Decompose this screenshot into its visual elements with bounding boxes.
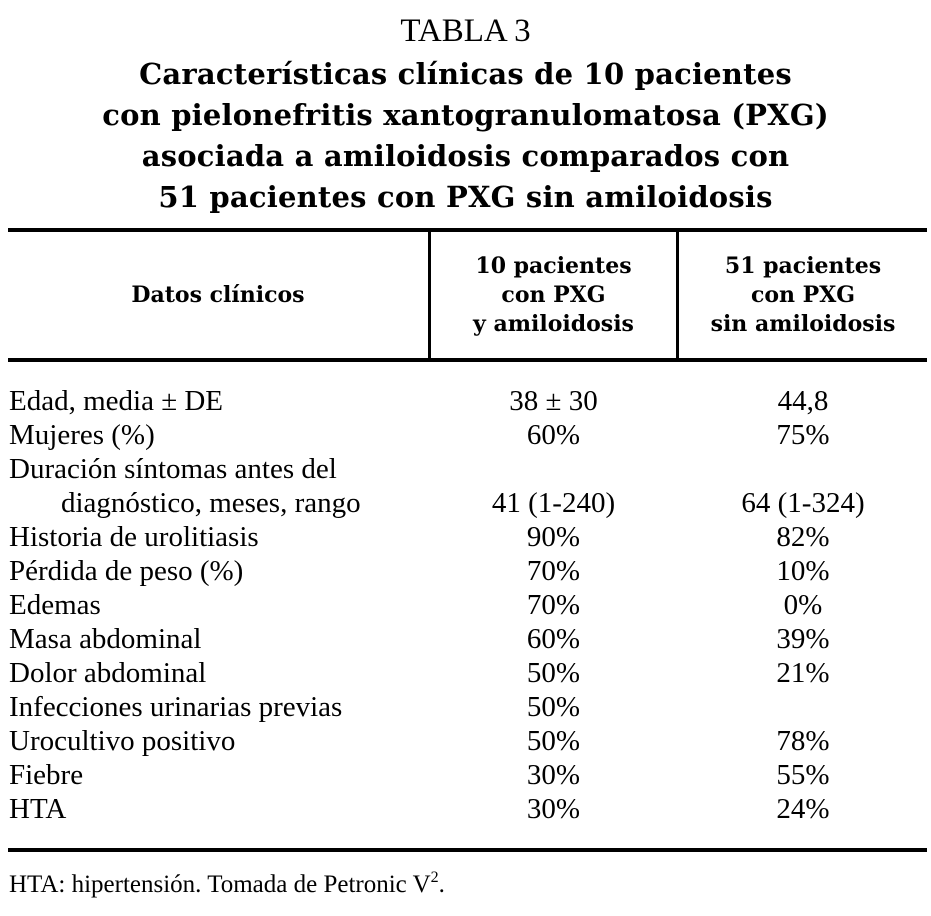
value-10-pacientes: 50% — [526, 691, 581, 723]
row-label: Fiebre — [9, 759, 84, 791]
header-rule — [8, 358, 927, 362]
header-text: 10 pacientes — [475, 252, 632, 279]
bottom-rule — [8, 848, 927, 852]
header-51-pacientes — [679, 232, 927, 358]
title-line: Características clínicas de 10 pacientes — [139, 57, 792, 91]
value-10-pacientes: 90% — [526, 521, 581, 553]
value-51-pacientes: 10% — [776, 555, 830, 587]
table-body — [0, 384, 931, 826]
header-datos-clinicos — [8, 232, 428, 358]
footnote-end: . — [438, 871, 445, 898]
table-row — [0, 588, 931, 622]
row-label: Dolor abdominal — [9, 657, 207, 689]
row-label: HTA — [9, 793, 67, 825]
value-51-pacientes: 0% — [783, 589, 823, 621]
header-text: Datos clínicos — [131, 281, 305, 308]
table-row — [0, 520, 931, 554]
value-10-pacientes: 70% — [526, 589, 581, 621]
value-10-pacientes: 30% — [526, 793, 581, 825]
value-51-pacientes: 78% — [776, 725, 830, 757]
table-row — [0, 724, 931, 758]
table-row — [0, 384, 931, 418]
row-label: Historia de urolitiasis — [9, 521, 259, 553]
header-text: y amiloidosis — [473, 310, 634, 337]
value-10-pacientes: 50% — [526, 725, 581, 757]
header-text: sin amiloidosis — [710, 310, 896, 337]
value-10-pacientes: 60% — [526, 623, 581, 655]
table-row — [0, 622, 931, 656]
header-10-pacientes — [431, 232, 676, 358]
row-label: Urocultivo positivo — [9, 725, 236, 757]
table-title — [0, 54, 931, 218]
row-label: Edemas — [9, 589, 101, 621]
value-51-pacientes: 39% — [776, 623, 830, 655]
table-row — [0, 418, 931, 452]
header-text: con PXG — [750, 281, 856, 308]
row-label: Mujeres (%) — [9, 419, 155, 451]
row-label: Masa abdominal — [9, 623, 202, 655]
footnote-text: HTA: hipertensión. Tomada de Petronic V — [9, 871, 431, 898]
title-line: con pielonefritis xantogranulomatosa (PXG) — [102, 98, 829, 132]
value-51-pacientes: 55% — [776, 759, 830, 791]
value-51-pacientes: 21% — [776, 657, 830, 689]
table-label: TABLA 3 — [400, 13, 531, 49]
table-row — [0, 792, 931, 826]
row-label: Infecciones urinarias previas — [9, 691, 343, 723]
value-10-pacientes: 41 (1-240) — [491, 487, 616, 519]
footnote — [9, 870, 445, 900]
table-row — [0, 690, 931, 724]
table-row — [0, 554, 931, 588]
value-10-pacientes: 50% — [526, 657, 581, 689]
value-51-pacientes: 44,8 — [777, 385, 829, 417]
value-51-pacientes: 64 (1-324) — [741, 487, 865, 519]
footnote-superscript: 2 — [430, 869, 439, 886]
value-51-pacientes: 82% — [776, 521, 830, 553]
header-text: con PXG — [501, 281, 606, 308]
value-10-pacientes: 30% — [526, 759, 581, 791]
value-10-pacientes: 38 ± 30 — [509, 385, 598, 417]
row-label: Edad, media ± DE — [9, 385, 224, 417]
value-10-pacientes: 60% — [526, 419, 581, 451]
row-label-line1: Duración síntomas antes del — [9, 453, 337, 485]
table-row — [0, 452, 931, 520]
table-row — [0, 656, 931, 690]
row-label-line2: diagnóstico, meses, rango — [61, 487, 361, 519]
row-label — [9, 452, 361, 519]
table-row — [0, 758, 931, 792]
title-line: 51 pacientes con PXG sin amiloidosis — [158, 180, 773, 214]
value-51-pacientes: 75% — [776, 419, 830, 451]
header-text: 51 pacientes — [724, 252, 882, 279]
row-label: Pérdida de peso (%) — [9, 555, 244, 587]
title-line: asociada a amiloidosis comparados con — [141, 139, 790, 173]
value-10-pacientes: 70% — [526, 555, 581, 587]
value-51-pacientes: 24% — [776, 793, 830, 825]
